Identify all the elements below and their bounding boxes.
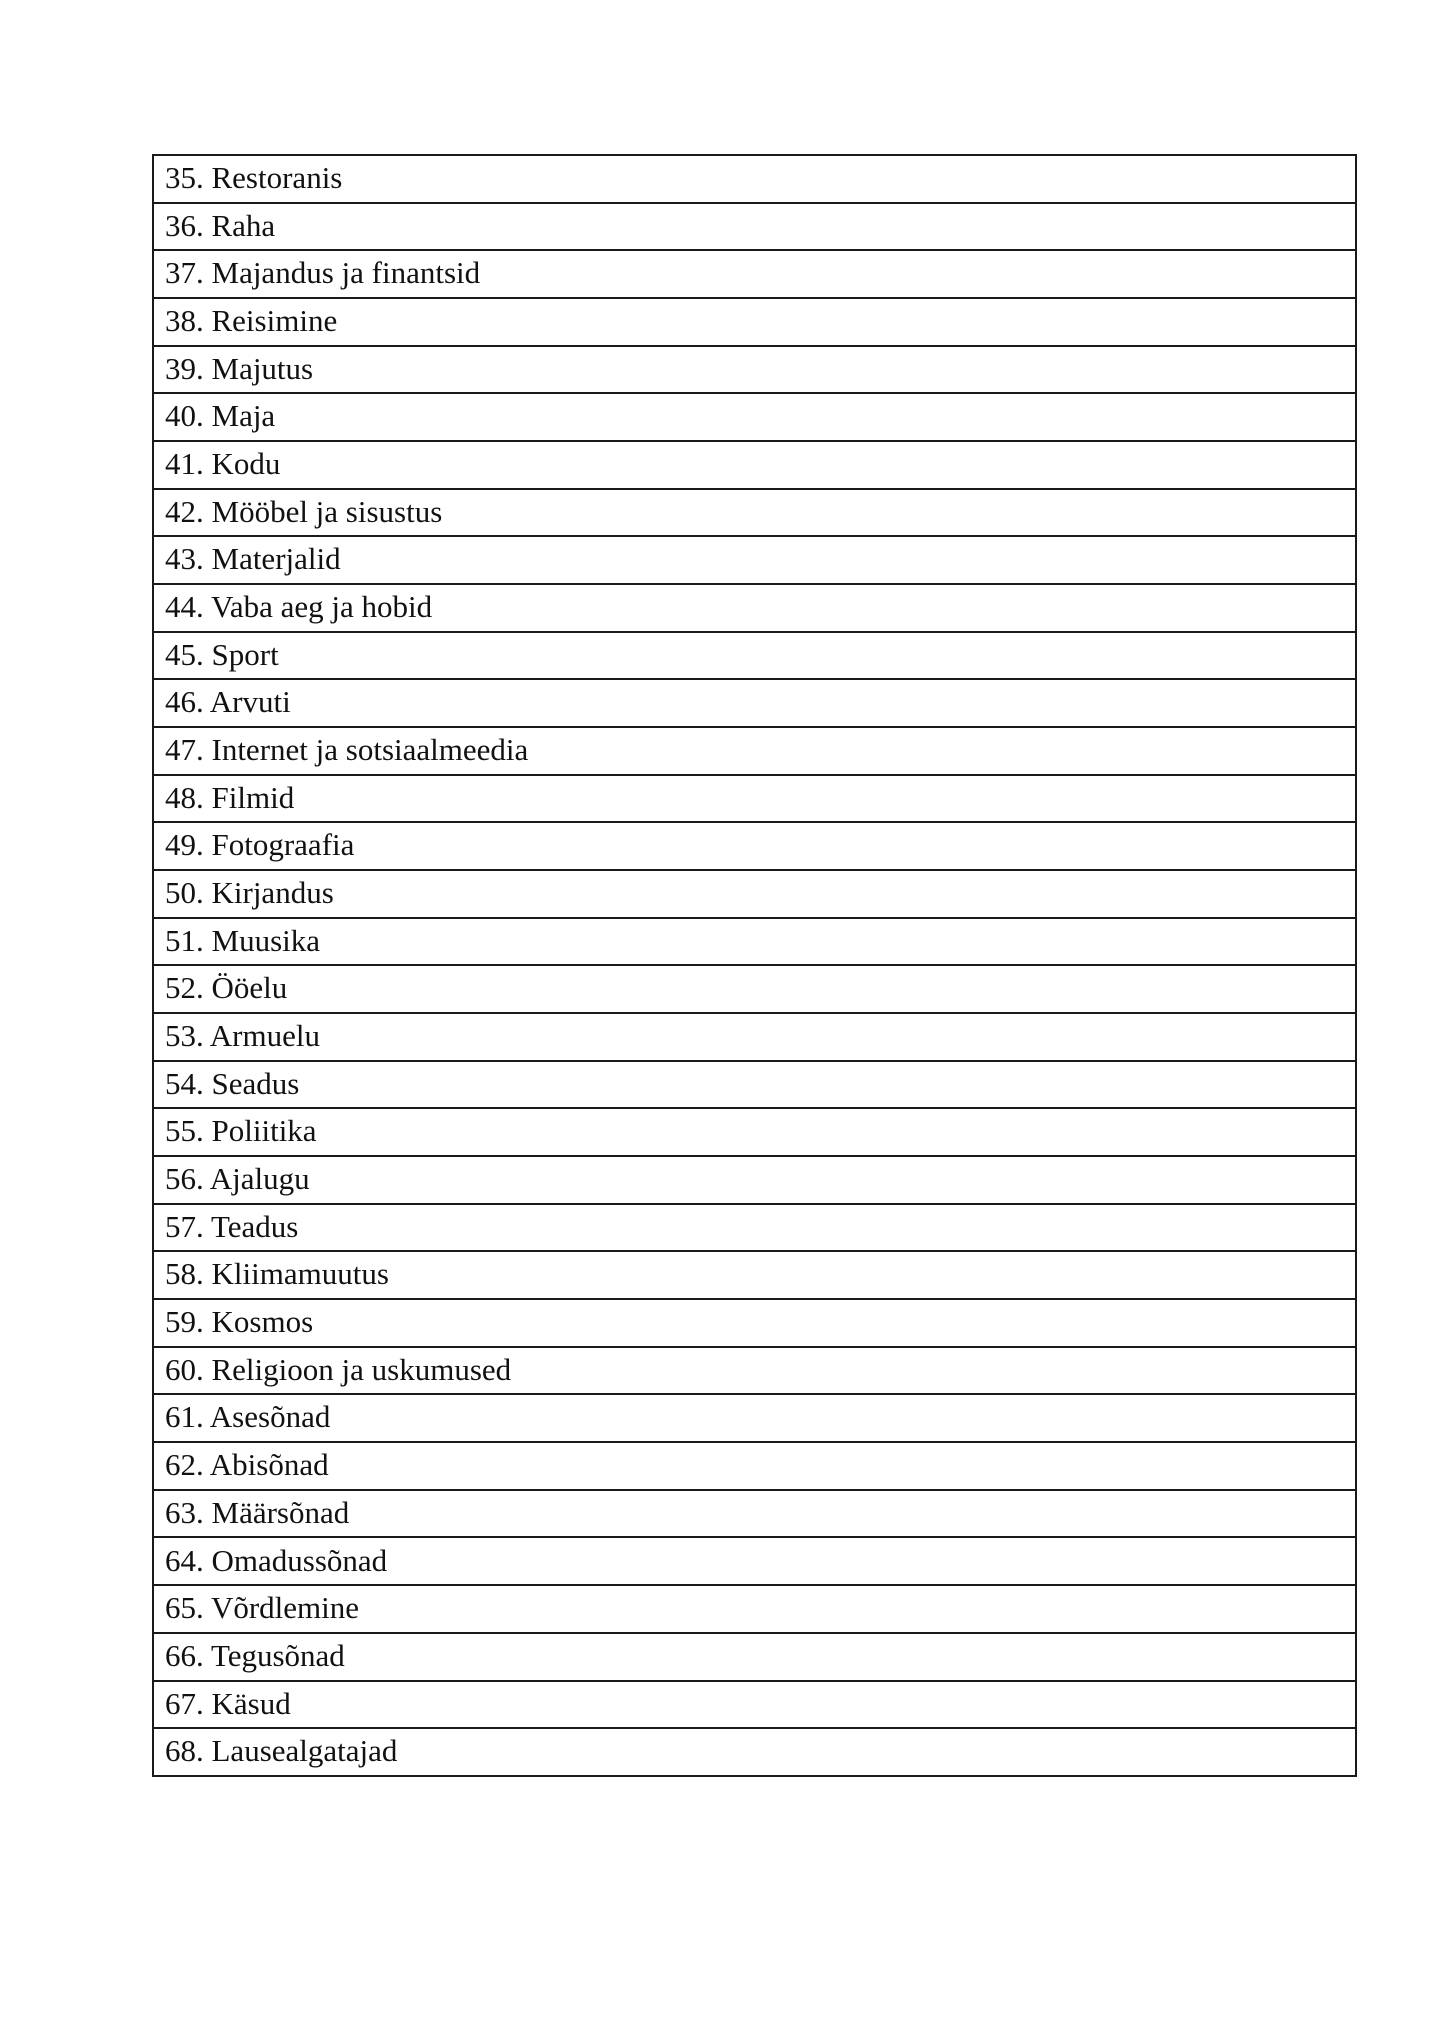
toc-entry: 46. Arvuti [153,679,1356,727]
toc-entry: 58. Kliimamuutus [153,1251,1356,1299]
toc-row [153,1442,1356,1490]
toc-entry: 53. Armuelu [153,1013,1356,1061]
toc-entry: 51. Muusika [153,918,1356,966]
toc-entry: 45. Sport [153,632,1356,680]
toc-row [153,775,1356,823]
toc-entry: 54. Seadus [153,1061,1356,1109]
toc-row [153,1490,1356,1538]
toc-entry: 42. Mööbel ja sisustus [153,489,1356,537]
toc-row [153,1204,1356,1252]
toc-row [153,489,1356,537]
toc-row [153,727,1356,775]
toc-entry: 68. Lausealgatajad [153,1728,1356,1776]
toc-entry: 50. Kirjandus [153,870,1356,918]
toc-row [153,632,1356,680]
toc-row [153,1633,1356,1681]
toc-row [153,1585,1356,1633]
toc-row [153,1537,1356,1585]
toc-row [153,346,1356,394]
toc-entry: 41. Kodu [153,441,1356,489]
toc-row [153,1681,1356,1729]
toc-row [153,1108,1356,1156]
toc-entry: 64. Omadussõnad [153,1537,1356,1585]
toc-row [153,393,1356,441]
toc-row [153,1061,1356,1109]
toc-row [153,441,1356,489]
toc-entry: 44. Vaba aeg ja hobid [153,584,1356,632]
toc-entry: 55. Poliitika [153,1108,1356,1156]
toc-table-body [153,155,1356,1776]
toc-entry: 37. Majandus ja finantsid [153,250,1356,298]
toc-entry: 63. Määrsõnad [153,1490,1356,1538]
toc-row [153,155,1356,203]
toc-entry: 43. Materjalid [153,536,1356,584]
toc-entry: 56. Ajalugu [153,1156,1356,1204]
toc-entry: 62. Abisõnad [153,1442,1356,1490]
toc-row [153,1347,1356,1395]
toc-entry: 61. Asesõnad [153,1394,1356,1442]
toc-entry: 38. Reisimine [153,298,1356,346]
toc-entry: 48. Filmid [153,775,1356,823]
toc-entry: 52. Ööelu [153,965,1356,1013]
toc-table [152,154,1357,1777]
toc-entry: 35. Restoranis [153,155,1356,203]
toc-row [153,1394,1356,1442]
toc-row [153,1728,1356,1776]
toc-row [153,298,1356,346]
toc-entry: 66. Tegusõnad [153,1633,1356,1681]
toc-row [153,1156,1356,1204]
toc-row [153,822,1356,870]
toc-entry: 67. Käsud [153,1681,1356,1729]
toc-entry: 65. Võrdlemine [153,1585,1356,1633]
toc-row [153,584,1356,632]
toc-entry: 47. Internet ja sotsiaalmeedia [153,727,1356,775]
toc-row [153,870,1356,918]
toc-row [153,1013,1356,1061]
toc-entry: 57. Teadus [153,1204,1356,1252]
toc-entry: 40. Maja [153,393,1356,441]
toc-entry: 60. Religioon ja uskumused [153,1347,1356,1395]
toc-row [153,965,1356,1013]
toc-entry: 39. Majutus [153,346,1356,394]
toc-entry: 59. Kosmos [153,1299,1356,1347]
toc-entry: 49. Fotograafia [153,822,1356,870]
toc-entry: 36. Raha [153,203,1356,251]
toc-row [153,536,1356,584]
toc-row [153,679,1356,727]
toc-row [153,918,1356,966]
toc-row [153,1251,1356,1299]
toc-row [153,203,1356,251]
toc-row [153,250,1356,298]
toc-row [153,1299,1356,1347]
